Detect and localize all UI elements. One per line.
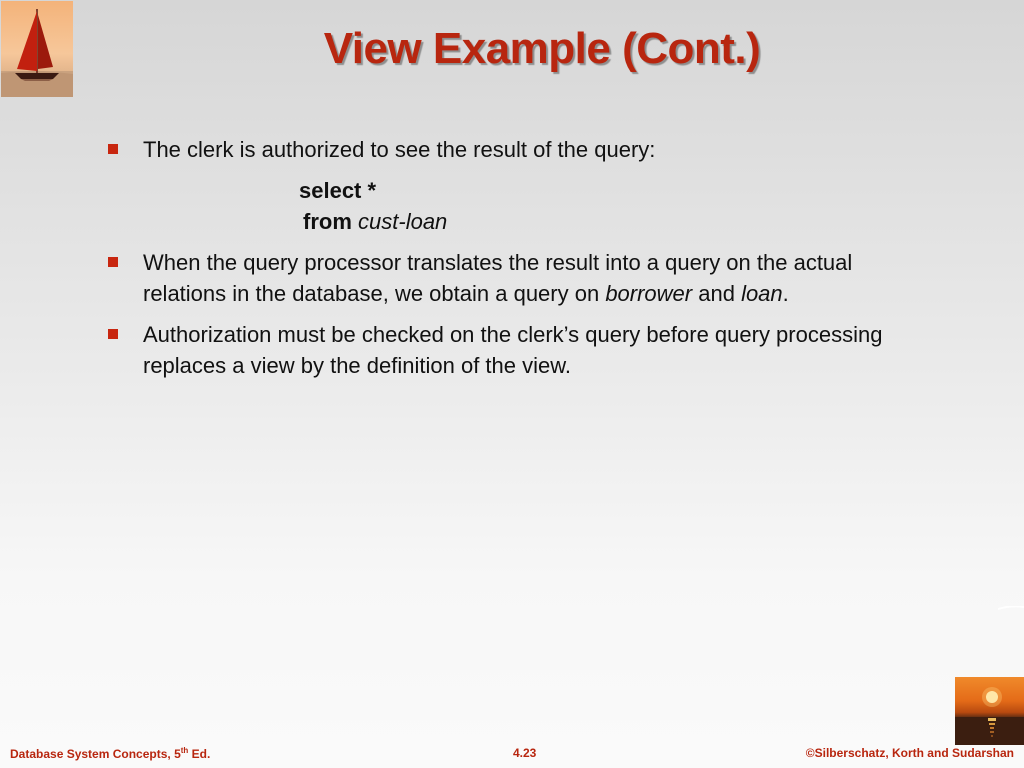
- slide-title: View Example (Cont.): [323, 24, 761, 73]
- bullet-text-period: .: [782, 281, 789, 306]
- select-keyword: select *: [299, 178, 377, 203]
- bullet-text: When the query processor translates the result into a query on the actual relations in the database, we obtain a query on: [143, 250, 853, 306]
- footer-book-title: [10, 746, 210, 761]
- from-relation: cust-loan: [358, 209, 448, 234]
- select-line: [103, 175, 883, 206]
- sql-query: [103, 175, 883, 237]
- footer-edition-tail: Ed.: [188, 747, 211, 761]
- square-bullet-icon: [108, 257, 118, 267]
- bullet-text: The clerk is authorized to see the result of the query:: [143, 137, 656, 162]
- from-line: [103, 206, 883, 237]
- footer-book-title-text: Database System Concepts, 5: [10, 747, 181, 761]
- bullet-item: [103, 247, 883, 309]
- square-bullet-icon: [108, 329, 118, 339]
- from-keyword: from: [303, 209, 352, 234]
- square-bullet-icon: [108, 144, 118, 154]
- relation-borrower: borrower: [605, 281, 693, 306]
- slide-footer: [0, 746, 1024, 766]
- sunset-logo: [955, 677, 1024, 745]
- footer-page-number: 4.23: [513, 746, 537, 760]
- footer-copyright: ©Silberschatz, Korth and Sudarshan: [805, 746, 1014, 760]
- bullet-item: [103, 134, 883, 165]
- relation-loan: loan: [741, 281, 783, 306]
- slide-content: [103, 134, 883, 391]
- decorative-curve: [998, 606, 1024, 610]
- bullet-text-conjunction: and: [692, 281, 742, 306]
- bullet-item: [103, 319, 883, 381]
- footer-edition-sup: th: [180, 746, 189, 755]
- bullet-text: Authorization must be checked on the clerk’s query before query processing replaces a view by the definition of the view.: [143, 322, 883, 378]
